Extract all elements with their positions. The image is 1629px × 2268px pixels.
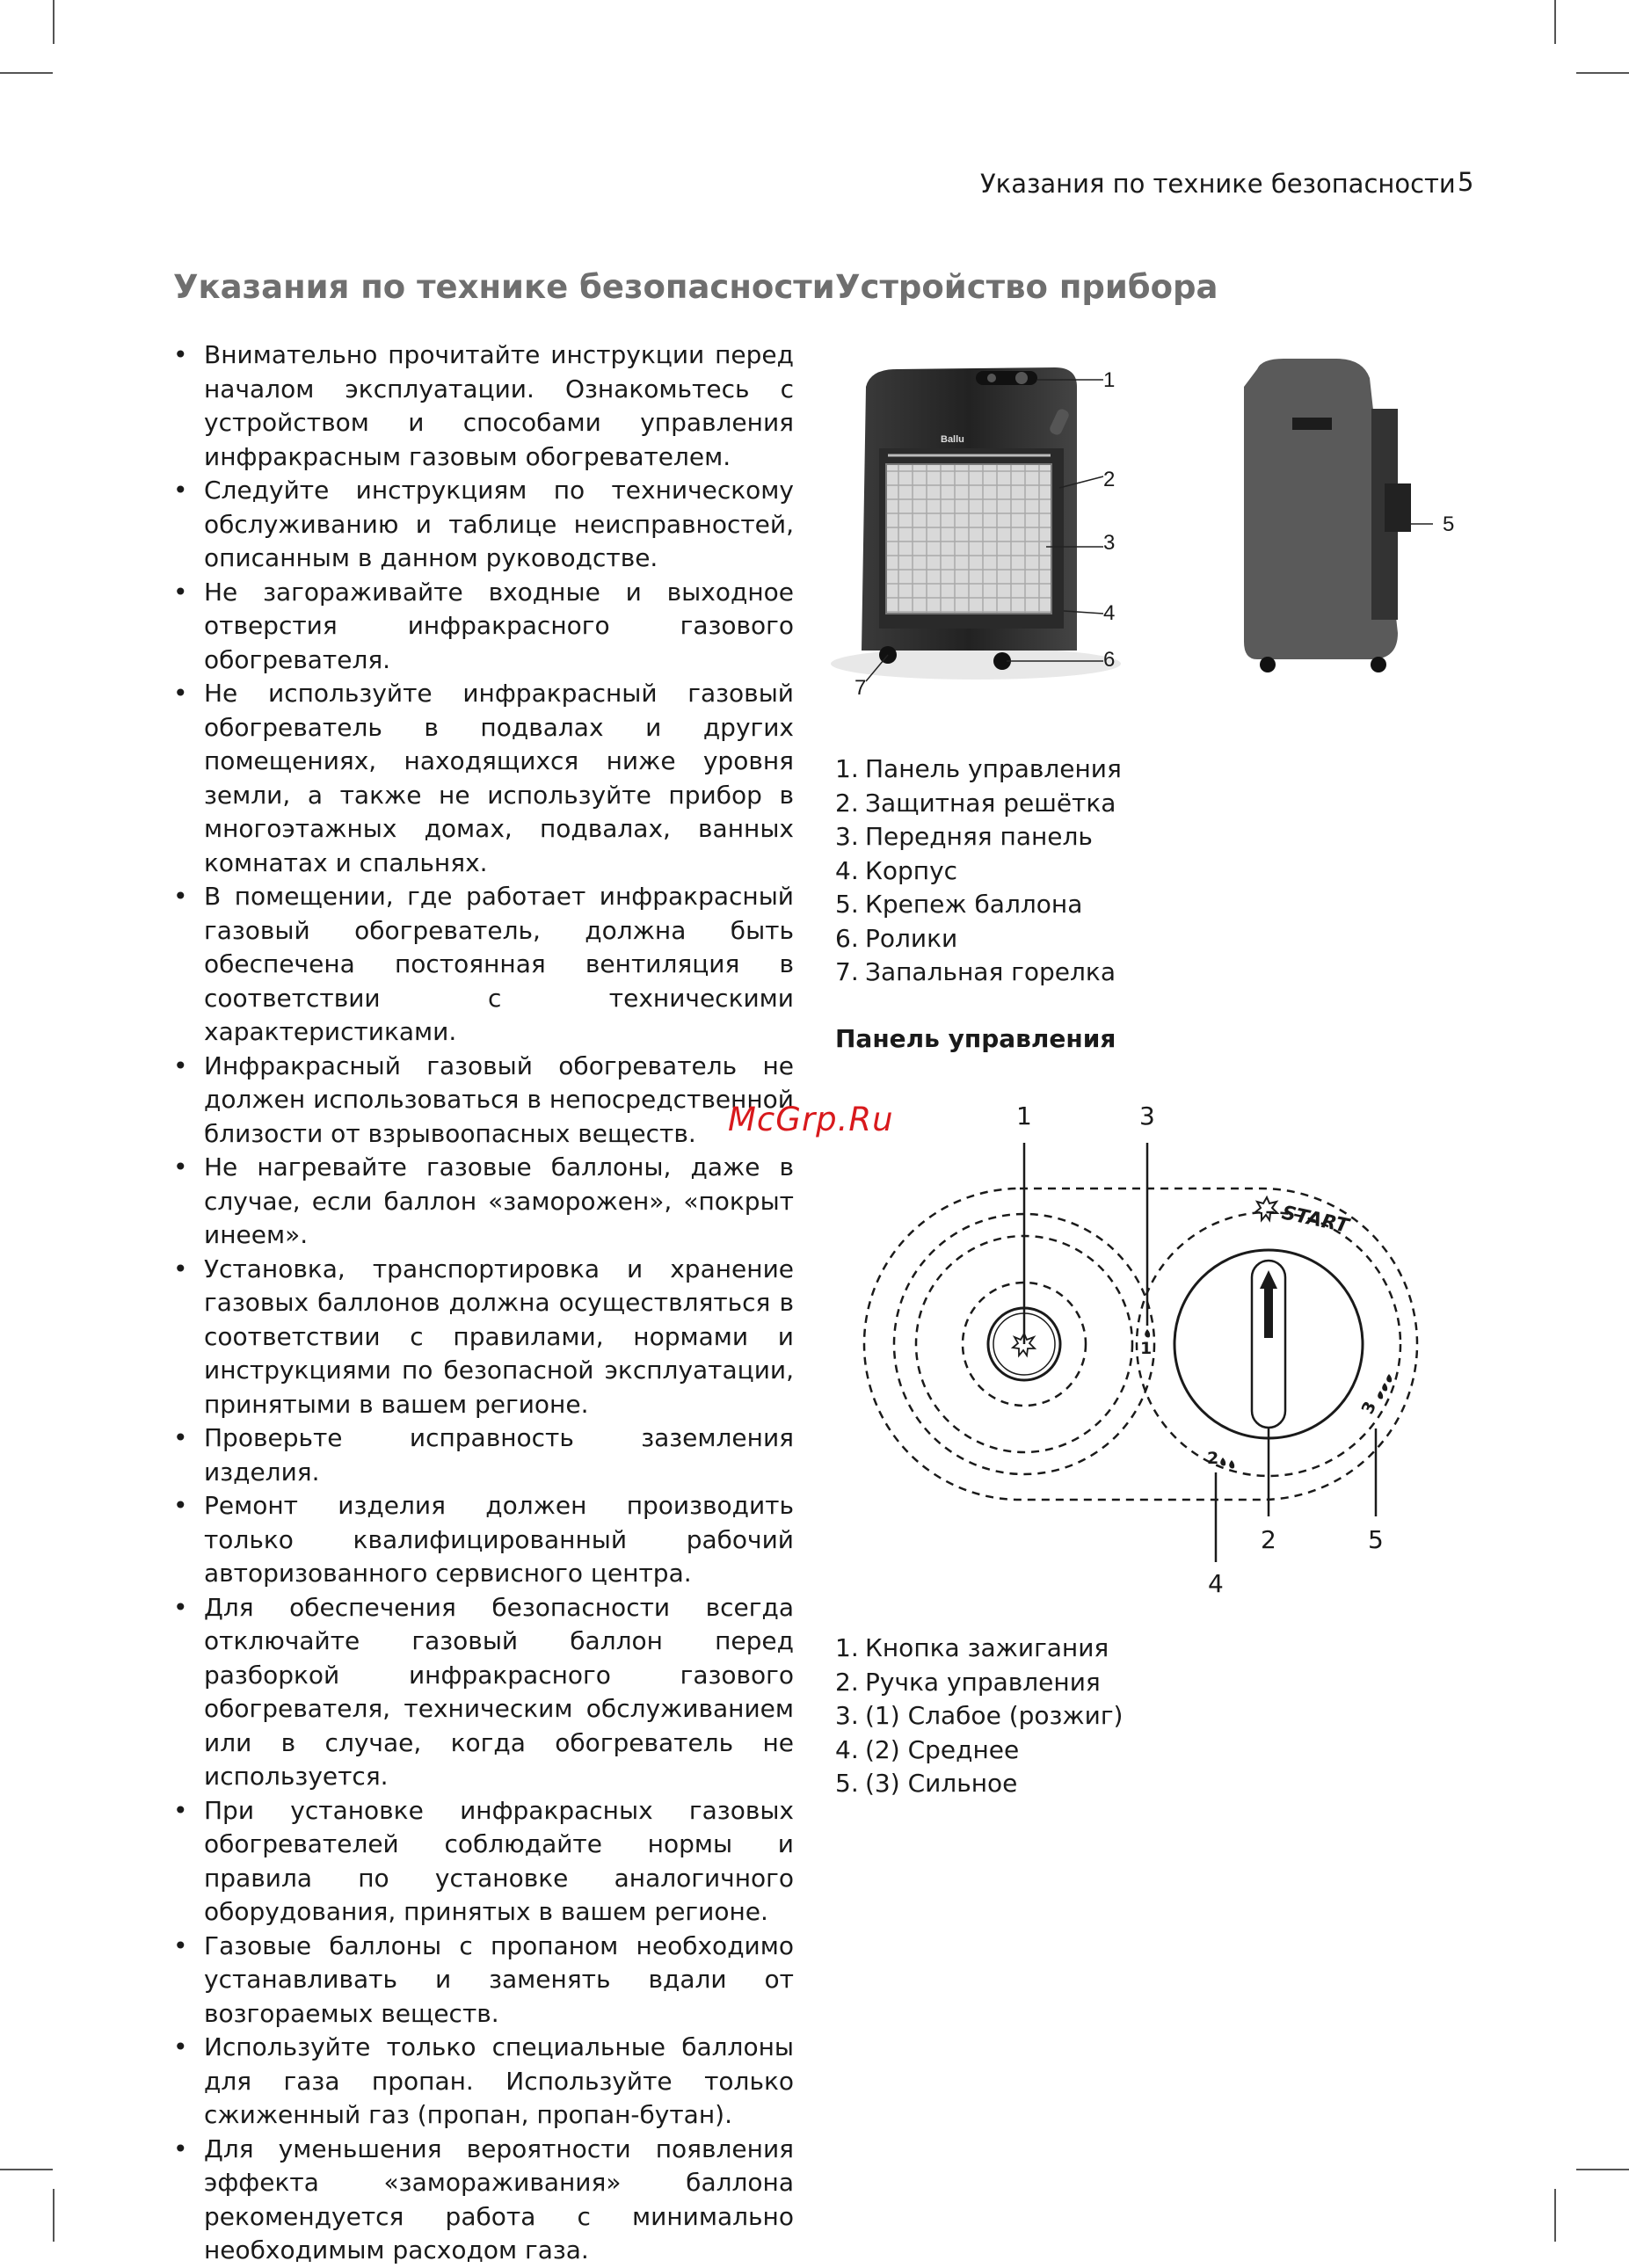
callout-7: 7 xyxy=(854,676,867,700)
page-number: 5 xyxy=(1458,167,1474,197)
list-item: • Инфракрасный газовый обогреватель не должен использоваться в непосредственной близости от взрывоопасных веществ. xyxy=(173,1050,794,1148)
control-panel-diagram xyxy=(875,1090,1437,1609)
panel-callout-2: 2 xyxy=(1261,1525,1276,1554)
list-item: • Ремонт изделия должен производить только квалифицированный рабочий авторизованного сервисного центра. xyxy=(173,1491,794,1588)
safety-heading: Указания по технике безопасности xyxy=(173,268,835,306)
list-item: • Для уменьшения вероятности появления эффекта «замораживания» баллона рекомендуется работа с минимально необходимым расходом газа. xyxy=(173,2134,794,2264)
list-item: 4. Корпус xyxy=(835,855,958,885)
list-item: • Проверьте исправность заземления изделия. xyxy=(173,1423,794,1487)
crop-mark xyxy=(0,72,53,74)
callout-2: 2 xyxy=(1103,468,1116,491)
list-item: 3. (1) Слабое (розжиг) xyxy=(835,1701,1124,1730)
list-item: 5. (3) Сильное xyxy=(835,1769,1018,1798)
control-panel-heading: Панель управления xyxy=(835,1024,1116,1053)
callout-1: 1 xyxy=(1103,368,1116,392)
list-item: 2. Ручка управления xyxy=(835,1667,1101,1697)
mark-mid: 2 xyxy=(1207,1449,1219,1468)
list-item: • Установка, транспортировка и хранение газовых баллонов должна осуществляться в соответствии с правилами, нормами и инструкциями по безопасной эксплуатации, принятыми в вашем регионе. xyxy=(173,1254,794,1419)
device-parts-list xyxy=(835,752,1122,990)
start-icon xyxy=(1255,1197,1277,1220)
panel-parts-list xyxy=(835,1632,1123,1801)
list-item: • Внимательно прочитайте инструкции перед началом эксплуатации. Ознакомьтесь с устройством и способами управления инфракрасным газовым обогревателем. xyxy=(173,340,794,471)
side-caster-left xyxy=(1260,657,1276,672)
list-item: • Используйте только специальные баллоны для газа пропан. Используйте только сжиженный газ (пропан, пропан-бутан). xyxy=(173,2032,794,2129)
list-item: 1. Панель управления xyxy=(835,754,1122,783)
crop-mark xyxy=(53,0,55,44)
callout-5: 5 xyxy=(1443,512,1455,536)
list-item: • При установке инфракрасных газовых обогревателей соблюдайте нормы и правила по установке аналогичного оборудования, принятых в вашем регионе. xyxy=(173,1795,794,1926)
list-item: 4. (2) Среднее xyxy=(835,1734,1020,1764)
side-caster-right xyxy=(1371,657,1386,672)
brand-logo: Ballu xyxy=(941,434,964,445)
crop-mark xyxy=(1576,2169,1629,2170)
flame-icon-low xyxy=(1145,1329,1150,1338)
heater-front-illustration xyxy=(835,352,1160,721)
list-item: • Не нагревайте газовые баллоны, даже в случае, если баллон «заморожен», «покрыт инеем». xyxy=(173,1152,794,1249)
callout-4: 4 xyxy=(1103,601,1116,625)
mark-high: 3 xyxy=(1357,1398,1381,1418)
list-item: 6. Ролики xyxy=(835,923,958,953)
crop-mark xyxy=(0,2169,53,2170)
watermark: McGrp.Ru xyxy=(728,1101,894,1138)
list-item: • Не используйте инфракрасный газовый обогреватель в подвалах и других помещениях, находящихся ниже уровня земли, а также не используйте прибор в многоэтажных домах, подвалах, ванных комнатах и спальнях. xyxy=(173,679,794,877)
list-item: • Не загораживайте входные и выходное отверстия инфракрасного газового обогревателя. xyxy=(173,577,794,674)
panel-callout-4: 4 xyxy=(1208,1569,1224,1598)
protective-grille xyxy=(886,464,1051,614)
floor-shadow xyxy=(831,648,1121,680)
list-item: 2. Защитная решётка xyxy=(835,788,1116,818)
list-item: • Газовые баллоны с пропаном необходимо устанавливать и заменять вдали от возгораемых веществ. xyxy=(173,1930,794,2028)
flame-icon-high xyxy=(1378,1374,1392,1399)
list-item: 5. Крепеж баллона xyxy=(835,890,1083,919)
crop-mark xyxy=(1576,72,1629,74)
side-handle xyxy=(1292,418,1332,430)
panel-callout-3: 3 xyxy=(1139,1101,1155,1130)
crop-mark xyxy=(53,2189,55,2242)
list-item: • В помещении, где работает инфракрасный газовый обогреватель, должна быть обеспечена постоянная вентиляция в соответствии с техническими характеристиками. xyxy=(173,882,794,1046)
control-knob xyxy=(1015,372,1028,384)
device-heading: Устройство прибора xyxy=(835,268,1218,306)
callout-3: 3 xyxy=(1103,531,1116,555)
panel-callout-1: 1 xyxy=(1016,1101,1032,1130)
control-knob-base xyxy=(976,371,1037,385)
list-item: • Для обеспечения безопасности всегда отключайте газовый баллон перед разборкой инфракрасного газового обогревателя, техническим обслуживанием или в случае, когда обогреватель не используется. xyxy=(173,1592,794,1791)
safety-list xyxy=(173,338,794,2268)
crop-mark xyxy=(1554,2189,1556,2242)
list-item: 1. Кнопка зажигания xyxy=(835,1633,1109,1662)
crop-mark xyxy=(1554,0,1556,44)
list-item: 7. Запальная горелка xyxy=(835,957,1116,986)
ignition-knob xyxy=(987,374,996,382)
panel-callout-5: 5 xyxy=(1368,1525,1384,1554)
running-header: Указания по технике безопасности xyxy=(980,169,1456,199)
list-item: • Следуйте инструкциям по техническому обслуживанию и таблице неисправностей, описанным в данном руководстве. xyxy=(173,476,794,572)
callout-6: 6 xyxy=(1103,648,1116,672)
start-label: START xyxy=(1279,1202,1351,1238)
heater-side-illustration xyxy=(1231,352,1468,686)
mark-low: 1 xyxy=(1140,1339,1153,1358)
list-item: 3. Передняя панель xyxy=(835,822,1093,851)
